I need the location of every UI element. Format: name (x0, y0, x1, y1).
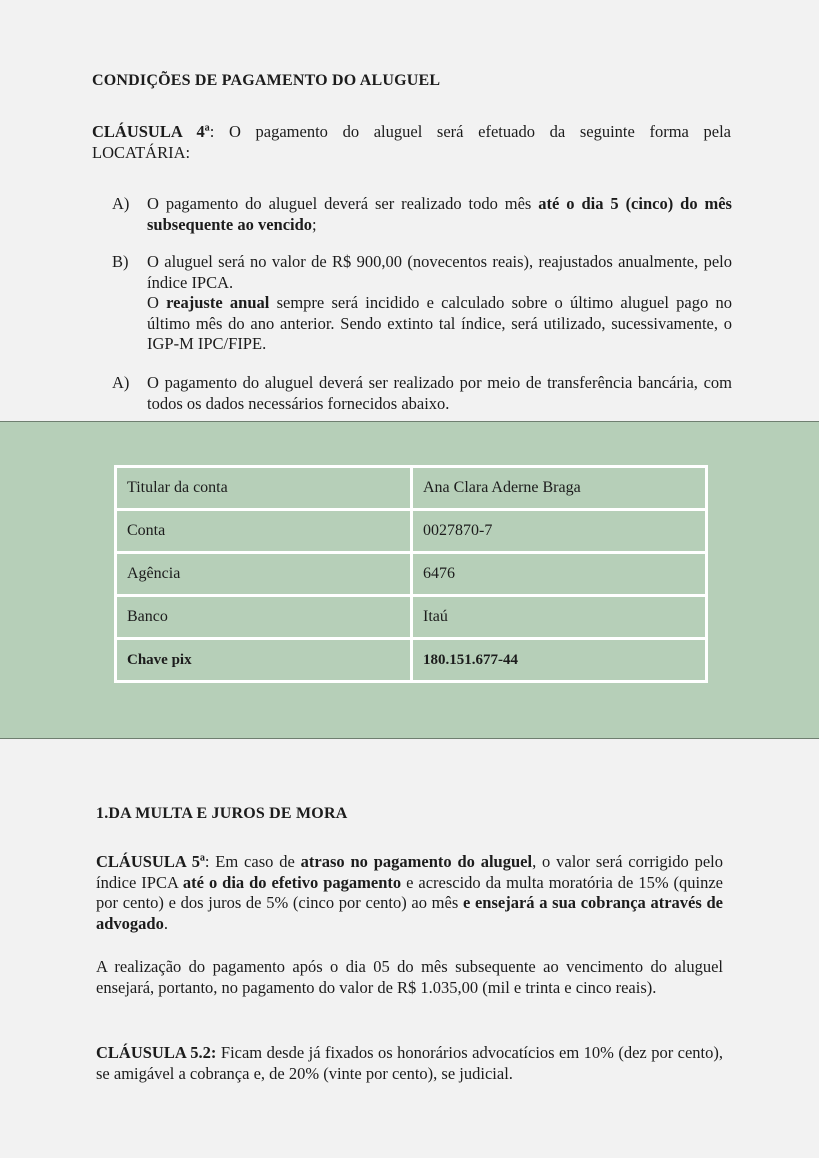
late-payment-section (0, 739, 819, 1158)
table-cell-label: Chave pix (116, 639, 412, 682)
table-row (116, 510, 707, 553)
clause-4-paragraph (92, 122, 731, 163)
table-row (116, 467, 707, 510)
rent-value-text: O aluguel será no valor de R$ 900,00 (novecentos reais), reajustados anualmente, pelo índice IPCA. (147, 252, 732, 292)
table-row (116, 639, 707, 682)
clause-5-2-paragraph: CLÁUSULA 5.2: Ficam desde já fixados os honorários advocatícios em 10% (dez por cento), se amigável a cobrança e, de 20% (vinte por cento), se judicial. (96, 1043, 723, 1083)
section-heading-late-payment: 1.DA MULTA E JUROS DE MORA (96, 805, 348, 822)
late-payment-paragraph: A realização do pagamento após o dia 05 do mês subsequente ao vencimento do aluguel ensejará, portanto, no pagamento do valor de R$ 1.035,00 (mil e trinta e cinco reais). (96, 957, 723, 997)
table-cell-value: 6476 (412, 553, 707, 596)
clause-5-2-label: CLÁUSULA 5.2: (96, 1043, 217, 1062)
clause-4-label: CLÁUSULA 4ª (92, 122, 210, 141)
table-cell-label: Agência (116, 553, 412, 596)
section-heading-payment: CONDIÇÕES DE PAGAMENTO DO ALUGUEL (92, 72, 441, 89)
clause-5-paragraph: CLÁUSULA 5ª: Em caso de atraso no pagamento do aluguel, o valor será corrigido pelo índice IPCA até o dia do efetivo pagamento e acrescido da multa moratória de 15% (quinze por cento) e dos juros de 5% (cinco por cento) ao mês e ensejará a sua cobrança através de advogado. (96, 852, 724, 933)
table-cell-label: Conta (116, 510, 412, 553)
clause-4-text-line1: : O pagamento do aluguel será efetuado da seguinte forma pela (209, 122, 731, 141)
bank-details-band (0, 421, 819, 739)
bank-details-table (114, 465, 708, 683)
table-cell-value: Itaú (412, 596, 707, 639)
table-cell-label: Banco (116, 596, 412, 639)
list-item-text: O pagamento do aluguel deverá ser realizado todo mês até o dia 5 (cinco) do mês subsequente ao vencido; (147, 194, 732, 234)
table-row (116, 596, 707, 639)
list-marker: A) (112, 373, 130, 392)
clause-4-text-line2: LOCATÁRIA: (92, 142, 191, 162)
list-item-text: O pagamento do aluguel deverá ser realizado por meio de transferência bancária, com todos os dados necessários fornecidos abaixo. (147, 373, 732, 413)
table-row (116, 553, 707, 596)
readjustment-text: O reajuste anual sempre será incidido e calculado sobre o último aluguel pago no último mês do ano anterior. Sendo extinto tal índice, será utilizado, sucessivamente, o IGP-M IPC/FIPE. (147, 293, 732, 353)
list-item-text (147, 252, 732, 355)
payment-conditions-section (0, 0, 819, 421)
list-marker: B) (112, 252, 129, 271)
list-marker: A) (112, 194, 130, 213)
table-cell-value: 180.151.677-44 (412, 639, 707, 682)
table-cell-value: 0027870-7 (412, 510, 707, 553)
clause-5-label: CLÁUSULA 5ª (96, 852, 205, 871)
table-cell-label: Titular da conta (116, 467, 412, 510)
table-cell-value: Ana Clara Aderne Braga (412, 467, 707, 510)
